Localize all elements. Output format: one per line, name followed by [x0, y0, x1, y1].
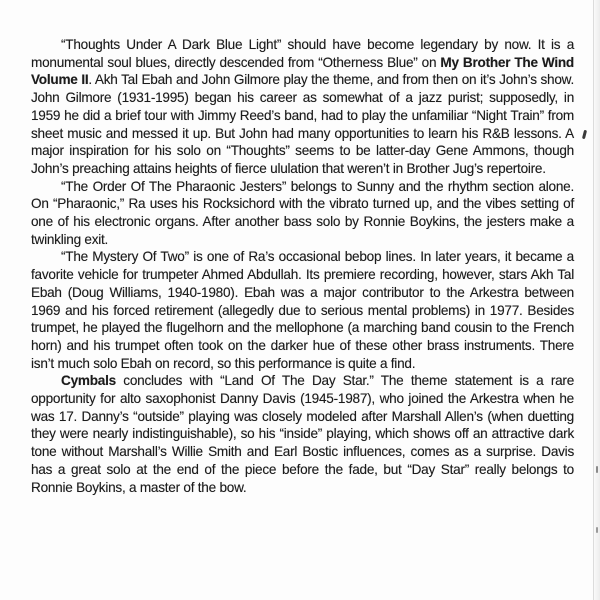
body-text: . Akh Tal Ebah and John Gilmore play the theme, and from then on it’s John’s show. John Gilmore (1931-1995) began his career as somewhat of a jazz purist; supposedly, in 1959 he did a brief tour with Jimmy Reed’s band, had to play the unfamiliar “Night Train” from sheet music and messed it up. But John had many opportunities to learn his R&B lessons. A major inspiration for his solo on “Thoughts” seems to be latter-day Gene Ammons, though John’s preaching attains heights of fierce ululation that weren’t in Brother Jug’s repertoire. — [31, 72, 574, 176]
liner-notes-text — [31, 36, 574, 496]
paragraph — [31, 178, 574, 249]
scan-speck — [596, 466, 598, 473]
paragraph — [31, 248, 574, 372]
paragraph — [31, 372, 574, 496]
paragraph — [31, 36, 574, 178]
scan-speck — [582, 130, 587, 139]
body-text: “Thoughts Under A Dark Blue Light” should have become legendary by now. It is a monumental soul blues, directly descended from “Otherness Blue” on — [31, 37, 574, 70]
bold-title-text: My Brother The Wind Volume II — [31, 54, 574, 88]
bold-title-text: Cymbals — [61, 373, 116, 389]
scan-edge-band — [594, 0, 600, 600]
body-text: “The Mystery Of Two” is one of Ra’s occasional bebop lines. In later years, it became a favorite vehicle for trumpeter Ahmed Abdullah. Its premiere recording, however, stars Akh Tal Ebah (Doug Williams, 1940-1980). Ebah was a major contributor to the Arkestra between 1969 and his forced retirement (allegedly due to serious mental problems) in 1977. Besides trumpet, he played the flugelhorn and the mellophone (a marching band cousin to the French horn) and his trumpet often took on the darker hue of these other brass instruments. There isn’t much solo Ebah on record, so this performance is quite a find. — [31, 249, 574, 371]
scan-speck — [596, 527, 598, 533]
body-text: “The Order Of The Pharaonic Jesters” belongs to Sunny and the rhythm section alone. On “Pharaonic,” Ra uses his Rocksichord with the vibrato turned up, and the vibes setting of one of his electronic organs. After another bass solo by Ronnie Boykins, the jesters make a twinkling exit. — [31, 178, 574, 247]
body-text: concludes with “Land Of The Day Star.” The theme statement is a rare opportunity for alto saxophonist Danny Davis (1945-1987), who joined the Arkestra when he was 17. Danny’s “outside” playing was closely modeled after Marshall Allen’s (when duetting they were nearly indistinguishable), so his “inside” playing, which shows off an attractive dark tone without Marshall’s Willie Smith and Earl Bostic influences, comes as a surprise. Davis has a great solo at the end of the piece before the fade, but “Day Star” really belongs to Ronnie Boykins, a master of the bow. — [31, 373, 574, 495]
